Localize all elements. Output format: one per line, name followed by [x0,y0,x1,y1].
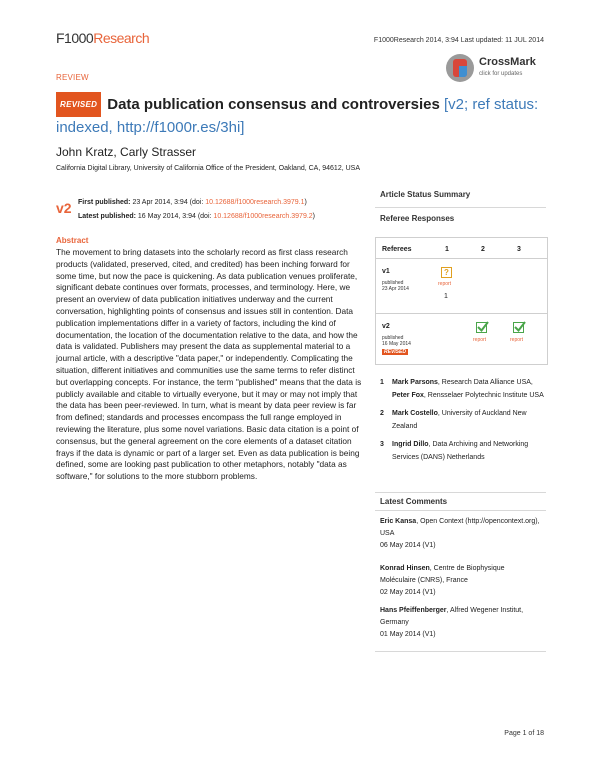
comment-affil: , Alfred Wegener Institut, Germany [380,607,524,626]
referee-number: 2 [380,410,384,417]
version-label: v2 [56,200,72,216]
latest-doi-link[interactable]: 10.12688/f1000research.3979.2 [213,213,313,220]
referee-name: Ingrid Dillo [392,441,429,448]
article-title-block [56,92,546,138]
latest-published-date: 16 May 2014, 3:94 (doi: [137,213,212,220]
first-published-line [78,199,307,206]
v2-revised-badge: REVISED [384,349,406,355]
v1-count: 1 [444,293,448,300]
v1-label: v1 [382,268,390,275]
referee-affil: , Rensselaer Polytechnic Institute USA [423,392,544,399]
referee-name: Peter Fox [392,392,424,399]
article-type-label: REVIEW [56,73,89,82]
comment-item[interactable] [380,516,542,552]
referee-name: Mark Parsons [392,379,438,386]
crossmark-sub: click for updates [479,71,523,77]
divider [375,207,546,208]
comment-item[interactable] [380,563,542,599]
abstract-heading: Abstract [56,236,89,245]
referee-responses-heading: Referee Responses [380,214,455,223]
paren: ) [312,213,316,220]
comment-date: 06 May 2014 (V1) [380,542,436,549]
comment-affil: , Open Context (http://opencontext.org), USA [380,518,540,537]
v1-date: 23 Apr 2014 [382,286,409,292]
comment-item[interactable] [380,605,542,641]
crossmark-badge[interactable] [446,52,546,86]
referee-col-2: 2 [481,246,485,253]
table-divider [376,258,547,259]
table-divider [376,313,547,314]
referees-col-label: Referees [382,246,412,253]
referee-item [380,407,546,433]
logo-prefix: F1000 [56,30,94,46]
referee-list [380,376,546,469]
approved-check-icon[interactable] [513,322,524,333]
affiliation: California Digital Library, University of California Office of the President, Oakland, CA, 94612, USA [56,165,360,172]
referee-name: Mark Costello [392,410,438,417]
v1-published: published [382,280,404,286]
comment-date: 02 May 2014 (V1) [380,589,436,596]
status-summary-heading: Article Status Summary [380,190,471,199]
v2-report-link-3[interactable]: report [510,337,524,343]
article-title: Data publication consensus and controversies [107,96,440,113]
first-published-date: 23 Apr 2014, 3:94 (doi: [132,199,204,206]
referee-col-1: 1 [445,246,449,253]
logo-brand: Research [93,30,150,46]
v2-report-link-2[interactable]: report [473,337,487,343]
comment-affil: , Centre de Biophysique Moléculaire (CNRS), France [380,565,505,584]
authors: John Kratz, Carly Strasser [56,145,197,159]
comment-author: Konrad Hinsen [380,565,430,572]
referee-affil: , Research Data Alliance USA, [437,379,533,386]
comment-author: Hans Pfeiffenberger [380,607,447,614]
referee-number: 1 [380,379,384,386]
v1-report-link[interactable]: report [438,281,452,287]
article-status-link[interactable]: [v2; ref status: indexed, http://f1000r.es/3hi] [56,96,539,136]
abstract-text: The movement to bring datasets into the scholarly record as first class research products (validated, preserved, cited, and credited) has been inching forward for some time, but now the pace is quickening. As data publication venues proliferate, significant debate continues over formats, processes, and terminology. Here, we present an overview of data publication initiatives underway and the current conversation, highlighting points of consensus and issues still in contention. Data publication implementations differ in a variety of factors, including the kind of documentation, the location of the documentation relative to the data, and how the data is validated. Publishers may present the data as supplemental material to a journal article, with a descriptive "data paper," or independently. Complicating the situation, different initiatives and communities use the same terms to refer distinct but overlapping concepts. For instance, the term "published" means that the data is publicly available and citable to virtually everyone, but it may or may not imply that the data has been peer-reviewed. In turn, what is meant by data peer review is far from defined; standards and processes encompass the full range employed in reviewing the literature, plus some novel variations. Basic data citation is a point of consensus, but the general agreement on the core elements of a dataset citation frays if the data is dynamic or part of a larger set. Even as data publication is being defined, some are looking past publication to other metaphors, notably "data as software," for solutions to the more stubborn problems. [56,247,362,482]
first-published-label: First published: [78,199,131,206]
question-icon[interactable]: ? [441,267,452,278]
paren: ) [304,199,307,206]
v2-label: v2 [382,323,390,330]
revised-badge: REVISED [56,92,101,117]
latest-comments-heading: Latest Comments [380,497,448,506]
v2-date: 16 May 2014 [382,341,411,347]
referee-col-3: 3 [517,246,521,253]
first-doi-link[interactable]: 10.12688/f1000research.3979.1 [205,199,305,206]
latest-published-line [78,213,315,220]
comment-date: 01 May 2014 (V1) [380,631,436,638]
article-status-summary [375,190,546,231]
latest-published-label: Latest published: [78,213,136,220]
referee-affil: , University of Auckland New Zealand [392,410,527,430]
f1000research-logo[interactable] [56,30,149,46]
v2-published: published [382,335,404,341]
crossmark-label: CrossMark [479,56,536,68]
approved-check-icon[interactable] [476,322,487,333]
header-citation: F1000Research 2014, 3:94 Last updated: 11 JUL 2014 [373,37,544,44]
referee-number: 3 [380,441,384,448]
comments-list [375,510,546,652]
referee-affil: , Data Archiving and Networking Services (DANS) Netherlands [392,441,529,461]
crossmark-icon [446,54,474,82]
referee-item [380,438,546,464]
page-number: Page 1 of 18 [504,730,544,737]
referee-table [375,237,548,365]
referee-item [380,376,546,402]
comment-author: Eric Kansa [380,518,417,525]
